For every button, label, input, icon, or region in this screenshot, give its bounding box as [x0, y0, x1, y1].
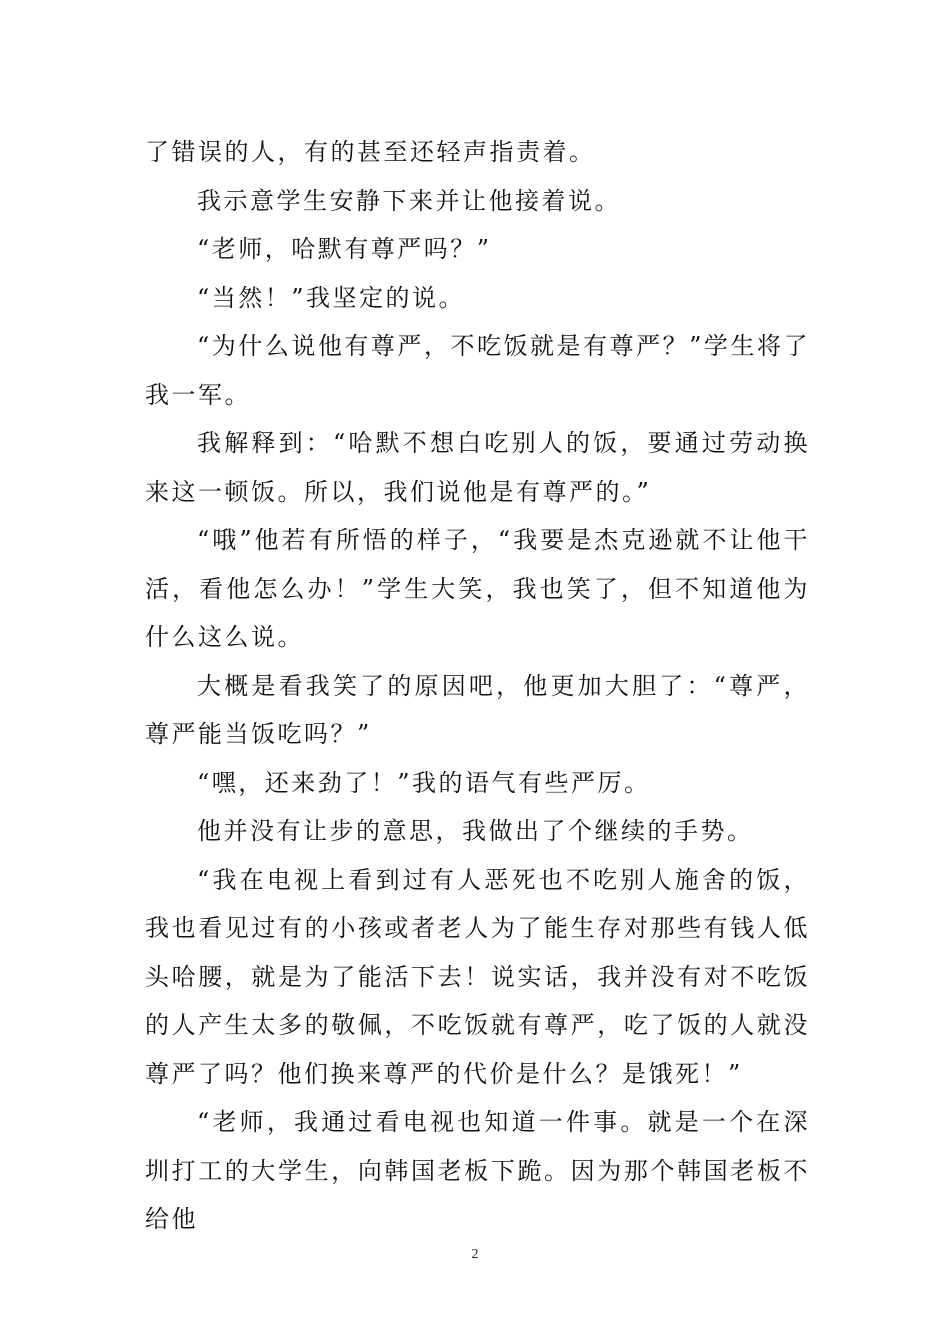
paragraph: “老师，我通过看电视也知道一件事。就是一个在深圳打工的大学生，向韩国老板下跪。因为那个韩国老板不给他: [145, 1108, 810, 1233]
paragraph: 大概是看我笑了的原因吧，他更加大胆了：“尊严，尊严能当饭吃吗？”: [145, 671, 810, 748]
paragraph: 了错误的人，有的甚至还轻声指责着。: [145, 138, 596, 166]
paragraph: “老师，哈默有尊严吗？”: [197, 235, 492, 263]
page-number: 2: [471, 1247, 479, 1262]
paragraph: 我示意学生安静下来并让他接着说。: [197, 186, 621, 215]
paragraph: 他并没有让步的意思，我做出了个继续的手势。: [197, 817, 754, 845]
paragraph: “哦”他若有所悟的样子，“我要是杰克逊就不让他干活，看他怎么办！”学生大笑，我也笑了，但不知道他为什么这么说。: [145, 526, 810, 651]
document-body: [145, 128, 810, 1244]
paragraph: “当然！”我坚定的说。: [197, 283, 466, 312]
paragraph: 我解释到：“哈默不想白吃别人的饭，要通过劳动换来这一顿饭。所以，我们说他是有尊严的。”: [145, 429, 810, 506]
paragraph: “为什么说他有尊严，不吃饭就是有尊严？”学生将了我一军。: [145, 332, 810, 409]
paragraph: “我在电视上看到过有人恶死也不吃别人施舍的饭，我也看见过有的小孩或者老人为了能生存对那些有钱人低头哈腰，就是为了能活下去！说实话，我并没有对不吃饭的人产生太多的敬佩，不吃饭就有尊严，吃了饭的人就没尊严了吗？他们换来尊严的代价是什么？是饿死！”: [145, 865, 810, 1088]
paragraph: “嘿，还来劲了！”我的语气有些严厉。: [197, 768, 651, 797]
